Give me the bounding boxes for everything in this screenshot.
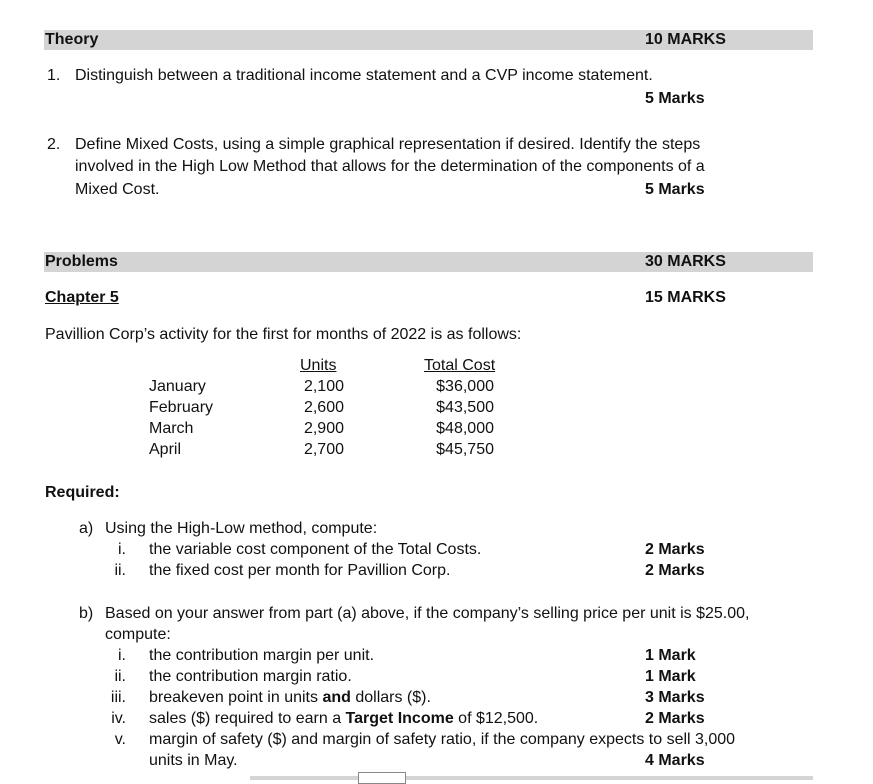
part-b-line-1: Based on your answer from part (a) above, if the company’s selling price per unit is $25.00, <box>105 605 750 622</box>
q2-line-2: involved in the High Low Method that allows for the determination of the components of a <box>75 158 705 175</box>
required-label: Required: <box>45 484 120 501</box>
problem-intro: Pavillion Corp’s activity for the first for months of 2022 is as follows: <box>45 326 522 343</box>
part-b-item-text: the contribution margin per unit. <box>149 647 375 664</box>
table-row-cost: $48,000 <box>436 420 494 437</box>
part-a-item-marks: 2 Marks <box>645 541 705 558</box>
chapter-marks: 15 MARKS <box>645 289 726 306</box>
part-b-label: b) <box>79 605 94 622</box>
bottom-section-bar <box>250 776 813 780</box>
part-a-item-text: the fixed cost per month for Pavillion Corp. <box>149 562 451 579</box>
theory-heading: Theory <box>45 31 99 48</box>
part-b-item-num: ii. <box>114 668 126 685</box>
q2-marks: 5 Marks <box>645 181 705 198</box>
problems-heading: Problems <box>45 253 118 270</box>
q2-number: 2. <box>47 136 61 153</box>
table-row-month: April <box>149 441 182 458</box>
total-cost-header: Total Cost <box>424 357 496 374</box>
part-b-line-2: compute: <box>105 626 171 643</box>
part-b-item-text-line-1: margin of safety ($) and margin of safety ratio, if the company expects to sell 3,000 <box>149 731 736 748</box>
bottom-text-box <box>358 772 406 784</box>
q1-text: Distinguish between a traditional income statement and a CVP income statement. <box>75 67 653 84</box>
table-row-cost: $36,000 <box>436 378 494 395</box>
part-b-item-marks: 1 Mark <box>645 668 696 685</box>
table-row-units: 2,100 <box>303 378 344 395</box>
part-b-item-marks: 1 Mark <box>645 647 696 664</box>
part-a-item-num: ii. <box>114 562 126 579</box>
q1-marks: 5 Marks <box>645 90 705 107</box>
part-b-item-num: v. <box>114 731 126 748</box>
q1-number: 1. <box>47 67 61 84</box>
units-header: Units <box>300 357 337 374</box>
part-b-item-num: iv. <box>111 710 126 727</box>
part-a-item-text: the variable cost component of the Total Costs. <box>149 541 482 558</box>
table-row-units: 2,600 <box>303 399 344 416</box>
q2-line-3: Mixed Cost. <box>75 181 160 198</box>
table-row-units: 2,900 <box>303 420 344 437</box>
table-row-month: January <box>149 378 206 395</box>
table-row-month: March <box>149 420 194 437</box>
table-row-month: February <box>149 399 214 416</box>
part-b-item-marks: 4 Marks <box>645 752 705 769</box>
problems-marks: 30 MARKS <box>645 253 726 270</box>
part-b-item-num: i. <box>118 647 126 664</box>
q2-line-1: Define Mixed Costs, using a simple graphical representation if desired. Identify the steps <box>75 136 701 153</box>
chapter-heading: Chapter 5 <box>45 289 119 306</box>
part-a-item-num: i. <box>118 541 126 558</box>
part-a-text: Using the High-Low method, compute: <box>105 520 378 537</box>
part-b-item-text-line-2: units in May. <box>149 752 238 769</box>
part-b-item-text: breakeven point in units and dollars ($). <box>149 689 431 706</box>
part-b-item-marks: 2 Marks <box>645 710 705 727</box>
theory-marks: 10 MARKS <box>645 31 726 48</box>
part-b-item-text: sales ($) required to earn a Target Income of $12,500. <box>149 710 539 727</box>
part-a-item-marks: 2 Marks <box>645 562 705 579</box>
part-b-item-num: iii. <box>110 689 126 706</box>
table-row-cost: $45,750 <box>436 441 494 458</box>
part-a-label: a) <box>79 520 94 537</box>
table-row-cost: $43,500 <box>436 399 494 416</box>
part-b-item-text: the contribution margin ratio. <box>149 668 352 685</box>
table-row-units: 2,700 <box>303 441 344 458</box>
part-b-item-marks: 3 Marks <box>645 689 705 706</box>
